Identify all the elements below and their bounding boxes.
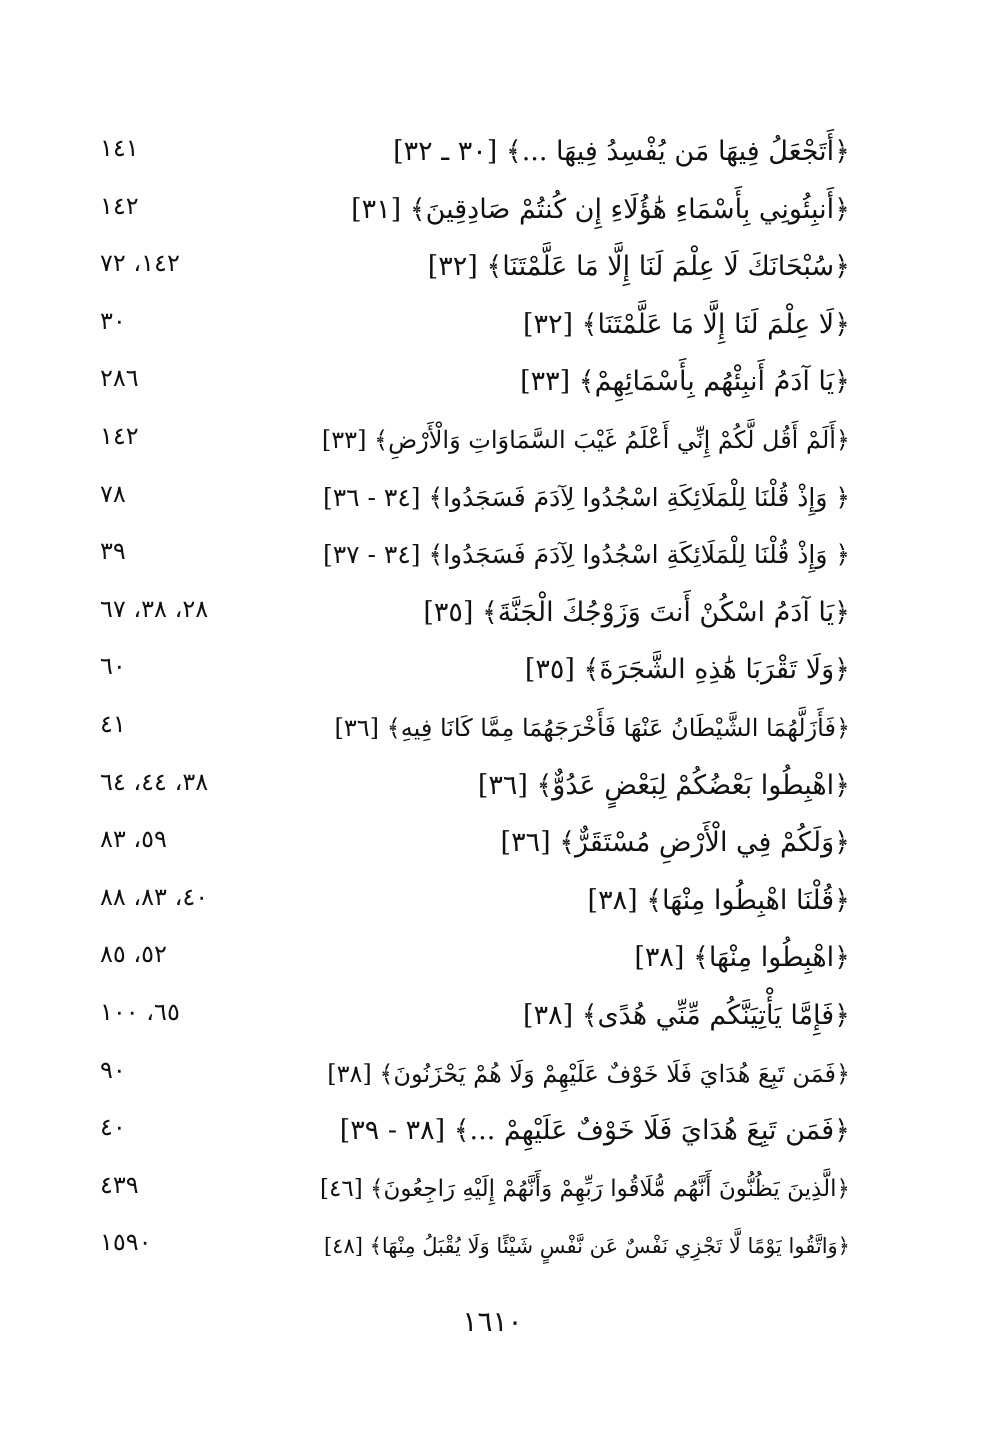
index-entry [0,1054,985,1094]
page-references: ٢٨٦ [100,364,139,392]
verse-text: ﴿يَا آدَمُ أَنبِئْهُم بِأَسْمَائِهِمْ﴾ [٣٣] [520,366,850,397]
index-entry [0,1169,985,1209]
verse-text: ﴿اهْبِطُوا بَعْضُكُمْ لِبَعْضٍ عَدُوٌّ﴾ [٣٦] [477,770,850,801]
verse-text: ﴿ وَإِذْ قُلْنَا لِلْمَلَائِكَةِ اسْجُدُوا لِآدَمَ فَسَجَدُوا﴾ [٣٤ - ٣٦] [322,483,850,512]
page-references: ٤٣٩ [100,1171,139,1199]
page-references: ٩٠ [100,1056,126,1084]
verse-text: ﴿وَاتَّقُوا يَوْمًا لَّا تَجْزِي نَفْسٌ عَن نَّفْسٍ شَيْئًا وَلَا يُقْبَلُ مِنْهَا﴾ [٤٨] [323,1234,850,1258]
verse-text: ﴿فَمَن تَبِعَ هُدَايَ فَلَا خَوْفٌ عَلَيْهِمْ ...﴾ [٣٨ - ٣٩] [339,1115,850,1146]
index-entry [0,247,985,287]
verse-text: ﴿أَلَمْ أَقُل لَّكُمْ إِنِّي أَعْلَمُ غَيْبَ السَّمَاوَاتِ وَالْأَرْضِ﴾ [٣٣] [321,426,850,454]
index-entry [0,478,985,518]
page-number: ١٦١٠ [462,1305,523,1338]
verse-text: ﴿اهْبِطُوا مِنْهَا﴾ [٣٨] [634,942,850,973]
index-entry [0,650,985,690]
page-references: ٣٩ [100,537,126,565]
verse-text: ﴿الَّذِينَ يَظُنُّونَ أَنَّهُم مُّلَاقُوا رَبِّهِمْ وَأَنَّهُمْ إِلَيْهِ رَاجِعُونَ﴾ [٤٦] [320,1176,850,1202]
page-references: ١٥٩٠ [100,1228,152,1256]
index-entry [0,190,985,230]
index-entry [0,823,985,863]
index-entry [0,420,985,460]
page-references: ٣٨، ٤٤، ٦٤ [100,768,209,796]
index-entry [0,132,985,172]
verse-text: ﴿فَإِمَّا يَأْتِيَنَّكُم مِّنِّي هُدًى﴾ [٣٨] [523,1000,850,1031]
index-entry [0,938,985,978]
page-references: ١٤٢، ٧٢ [100,249,180,277]
verse-text: ﴿وَلَا تَقْرَبَا هَٰذِهِ الشَّجَرَةَ﴾ [٣٥] [524,654,850,685]
index-entry [0,535,985,575]
verse-text: ﴿فَأَزَلَّهُمَا الشَّيْطَانُ عَنْهَا فَأَخْرَجَهُمَا مِمَّا كَانَا فِيهِ﴾ [٣٦] [334,714,850,742]
verse-text: ﴿أَتَجْعَلُ فِيهَا مَن يُفْسِدُ فِيهَا ...﴾ [٣٠ ـ ٣٢] [393,136,850,167]
verse-text: ﴿لَا عِلْمَ لَنَا إِلَّا مَا عَلَّمْتَنَا﴾ [٣٢] [522,309,850,340]
page-references: ٥٢، ٨٥ [100,940,167,968]
page-references: ٤٠، ٨٣، ٨٨ [100,883,209,911]
page-references: ٦٥، ١٠٠ [100,998,180,1026]
page-references: ٧٨ [100,480,126,508]
page-references: ١٤٢ [100,192,139,220]
page-references: ٤٠ [100,1113,126,1141]
verse-text: ﴿يَا آدَمُ اسْكُنْ أَنتَ وَزَوْجُكَ الْجَنَّةَ﴾ [٣٥] [423,597,850,628]
index-entry [0,881,985,921]
index-entry [0,766,985,806]
index-entry [0,305,985,345]
page-references: ٢٨، ٣٨، ٦٧ [100,595,209,623]
verse-text: ﴿سُبْحَانَكَ لَا عِلْمَ لَنَا إِلَّا مَا عَلَّمْتَنَا﴾ [٣٢] [427,251,850,282]
verse-text: ﴿فَمَن تَبِعَ هُدَايَ فَلَا خَوْفٌ عَلَيْهِمْ وَلَا هُمْ يَحْزَنُونَ﴾ [٣٨] [327,1060,850,1088]
verse-text: ﴿وَلَكُمْ فِي الْأَرْضِ مُسْتَقَرٌّ﴾ [٣٦] [500,827,850,858]
index-entry [0,593,985,633]
index-entry [0,996,985,1036]
verse-text: ﴿ وَإِذْ قُلْنَا لِلْمَلَائِكَةِ اسْجُدُوا لِآدَمَ فَسَجَدُوا﴾ [٣٤ - ٣٧] [322,540,850,569]
page-references: ٤١ [100,710,126,738]
verse-text: ﴿أَنبِئُونِي بِأَسْمَاءِ هَٰؤُلَاءِ إِن كُنتُمْ صَادِقِينَ﴾ [٣١] [351,194,850,225]
verse-text: ﴿قُلْنَا اهْبِطُوا مِنْهَا﴾ [٣٨] [587,885,850,916]
index-entry [0,708,985,748]
page-references: ١٤٢ [100,422,139,450]
page-references: ٣٠ [100,307,126,335]
page-references: ٥٩، ٨٣ [100,825,167,853]
index-entry [0,362,985,402]
page-references: ١٤١ [100,134,139,162]
index-entry [0,1111,985,1151]
page-references: ٦٠ [100,652,126,680]
index-entry [0,1226,985,1266]
